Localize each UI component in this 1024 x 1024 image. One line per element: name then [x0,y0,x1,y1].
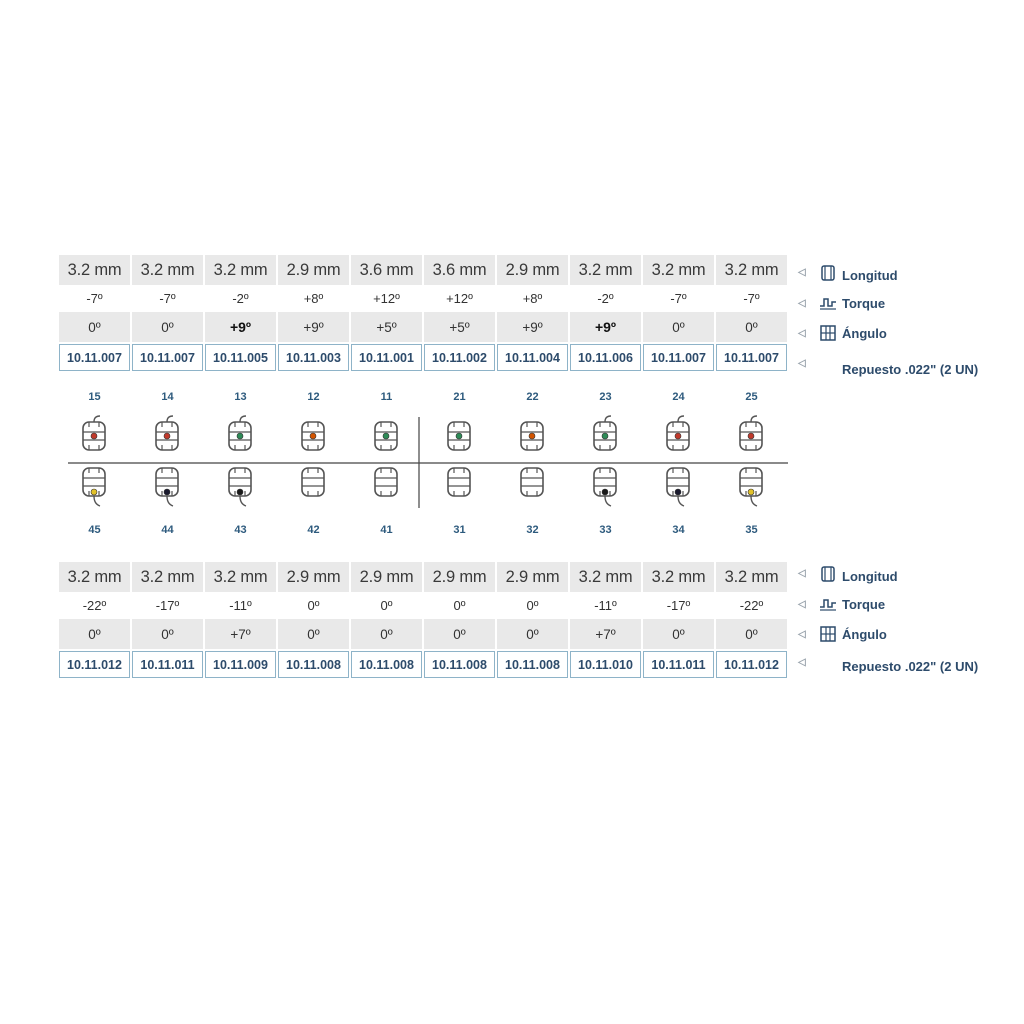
torque-cell: +12º [446,291,473,306]
tooth-number: 21 [453,391,466,403]
legend-longitud [798,563,898,584]
angulo-cell: +7º [570,619,641,649]
angulo-cell: 0º [351,619,422,649]
arrow-left-icon: ◁ [798,568,806,579]
tooth-number: 31 [453,524,466,536]
legend-angulo [798,324,887,342]
torque-cell: -7º [159,291,176,306]
torque-cell: -7º [743,291,760,306]
tooth-number: 43 [234,524,247,536]
lower-legend [798,563,998,683]
tooth-number: 33 [599,524,612,536]
part-code-cell: 10.11.008 [497,651,568,678]
angulo-cell: 0º [643,619,714,649]
tooth-number: 41 [380,524,393,536]
longitud-cell: 3.2 mm [716,562,787,592]
bracket-icon [293,414,333,462]
angulo-cell: +7º [205,619,276,649]
part-code-cell: 10.11.010 [570,651,641,678]
bracket-icon [439,464,479,512]
bracket-icon [585,414,625,462]
angulo-cell: +9º [205,312,276,342]
longitud-cell: 2.9 mm [424,562,495,592]
torque-cell: -2º [597,291,614,306]
legend-torque [798,294,885,312]
bracket-icon [366,464,406,512]
legend-repuesto [798,350,978,377]
upper-table [58,255,788,371]
tooth-number: 45 [88,524,101,536]
bracket-icon [731,414,771,462]
bracket-icon [147,464,187,512]
angulo-cell: +9º [497,312,568,342]
longitud-cell: 3.2 mm [643,562,714,592]
arrow-left-icon: ◁ [798,657,806,668]
bracket-icon [366,414,406,462]
bracket-icon [293,464,333,512]
longitud-cell: 3.2 mm [643,255,714,285]
legend-torque-label: Torque [842,596,886,612]
longitud-cell: 2.9 mm [497,255,568,285]
part-code-cell: 10.11.007 [716,344,787,371]
longitud-cell: 3.6 mm [351,255,422,285]
part-code-cell: 10.11.002 [424,344,495,371]
part-code-cell: 10.11.005 [205,344,276,371]
longitud-cell: 2.9 mm [278,562,349,592]
longitud-cell: 3.2 mm [205,255,276,285]
bracket-icon [147,414,187,462]
bracket-icon [585,464,625,512]
tooth-number: 25 [745,391,758,403]
part-code-cell: 10.11.008 [351,651,422,678]
part-code-cell: 10.11.001 [351,344,422,371]
arrow-left-icon: ◁ [798,297,806,309]
torque-cell: -11º [229,598,252,613]
longitud-cell: 3.2 mm [132,255,203,285]
legend-longitud-label: Longitud [842,268,898,283]
longitud-cell: 3.2 mm [59,255,130,285]
arrow-left-icon: ◁ [798,628,806,640]
bracket-icon [74,464,114,512]
angulo-cell: 0º [132,312,203,342]
part-code-cell: 10.11.009 [205,651,276,678]
legend-angulo [798,625,887,643]
bracket-length-icon [818,264,838,282]
arrow-left-icon: ◁ [798,327,806,339]
bracket-icon [220,414,260,462]
legend-angulo-label: Ángulo [842,325,887,341]
torque-cell: 0º [526,598,539,613]
longitud-cell: 3.2 mm [59,562,130,592]
angulo-cell: +5º [351,312,422,342]
bracket-icon [220,464,260,512]
angulo-cell: 0º [424,619,495,649]
bracket-icon [439,414,479,462]
arrow-left-icon: ◁ [798,358,806,369]
torque-cell: -7º [670,291,687,306]
tooth-number: 22 [526,391,539,403]
longitud-cell: 2.9 mm [497,562,568,592]
torque-icon [818,595,838,613]
part-code-cell: 10.11.007 [132,344,203,371]
bracket-icon [731,464,771,512]
legend-angulo-label: Ángulo [842,626,887,642]
legend-repuesto-label: Repuesto .022" (2 UN) [842,362,979,377]
angle-icon [818,625,838,643]
tooth-number: 44 [161,524,174,536]
longitud-cell: 3.6 mm [424,255,495,285]
part-code-cell: 10.11.008 [424,651,495,678]
part-code-cell: 10.11.011 [643,651,714,678]
tooth-number: 34 [672,524,685,536]
torque-cell: -22º [82,598,107,613]
bracket-icon [512,464,552,512]
part-code-cell: 10.11.003 [278,344,349,371]
longitud-cell: 3.2 mm [205,562,276,592]
torque-cell: 0º [453,598,466,613]
legend-repuesto [798,651,978,674]
tooth-number: 32 [526,524,539,536]
torque-cell: +12º [373,291,400,306]
torque-cell: -11º [594,598,617,613]
bracket-icon [658,414,698,462]
part-code-cell: 10.11.008 [278,651,349,678]
angulo-cell: +9º [570,312,641,342]
torque-cell: +8º [303,291,324,306]
longitud-cell: 2.9 mm [351,562,422,592]
lower-table [58,562,788,678]
tooth-number: 42 [307,524,320,536]
bracket-icon [658,464,698,512]
tooth-number: 11 [380,391,393,403]
upper-legend [798,262,998,382]
legend-longitud-label: Longitud [842,569,898,584]
legend-torque-label: Torque [842,295,886,311]
part-code-cell: 10.11.011 [132,651,203,678]
angulo-cell: +5º [424,312,495,342]
torque-icon [818,294,838,312]
angulo-cell: 0º [643,312,714,342]
angulo-cell: 0º [59,619,130,649]
part-code-cell: 10.11.007 [59,344,130,371]
longitud-cell: 3.2 mm [570,255,641,285]
angulo-cell: 0º [59,312,130,342]
legend-longitud [798,262,898,283]
part-code-cell: 10.11.004 [497,344,568,371]
longitud-cell: 2.9 mm [278,255,349,285]
bracket-icon [512,414,552,462]
angle-icon [818,324,838,342]
torque-cell: +8º [522,291,543,306]
angulo-cell: 0º [132,619,203,649]
torque-cell: -2º [232,291,249,306]
torque-cell: -22º [739,598,764,613]
part-code-cell: 10.11.007 [643,344,714,371]
torque-cell: -7º [86,291,103,306]
longitud-cell: 3.2 mm [570,562,641,592]
torque-cell: 0º [307,598,320,613]
torque-cell: -17º [666,598,691,613]
bracket-length-icon [818,565,838,583]
angulo-cell: 0º [716,619,787,649]
tooth-number: 24 [672,391,685,403]
tooth-number: 13 [234,391,247,403]
tooth-number: 23 [599,391,612,403]
tooth-number: 14 [161,391,174,403]
part-code-cell: 10.11.012 [716,651,787,678]
tooth-number: 15 [88,391,101,403]
angulo-cell: 0º [278,619,349,649]
longitud-cell: 3.2 mm [716,255,787,285]
arrow-left-icon: ◁ [798,267,806,278]
legend-repuesto-label: Repuesto .022" (2 UN) [842,659,979,674]
angulo-cell: 0º [716,312,787,342]
longitud-cell: 3.2 mm [132,562,203,592]
torque-cell: -17º [155,598,180,613]
bracket-icon [74,414,114,462]
part-code-cell: 10.11.012 [59,651,130,678]
angulo-cell: +9º [278,312,349,342]
part-code-cell: 10.11.006 [570,344,641,371]
legend-torque [798,595,885,613]
tooth-number: 35 [745,524,758,536]
arrow-left-icon: ◁ [798,598,806,610]
torque-cell: 0º [380,598,393,613]
angulo-cell: 0º [497,619,568,649]
tooth-number: 12 [307,391,320,403]
